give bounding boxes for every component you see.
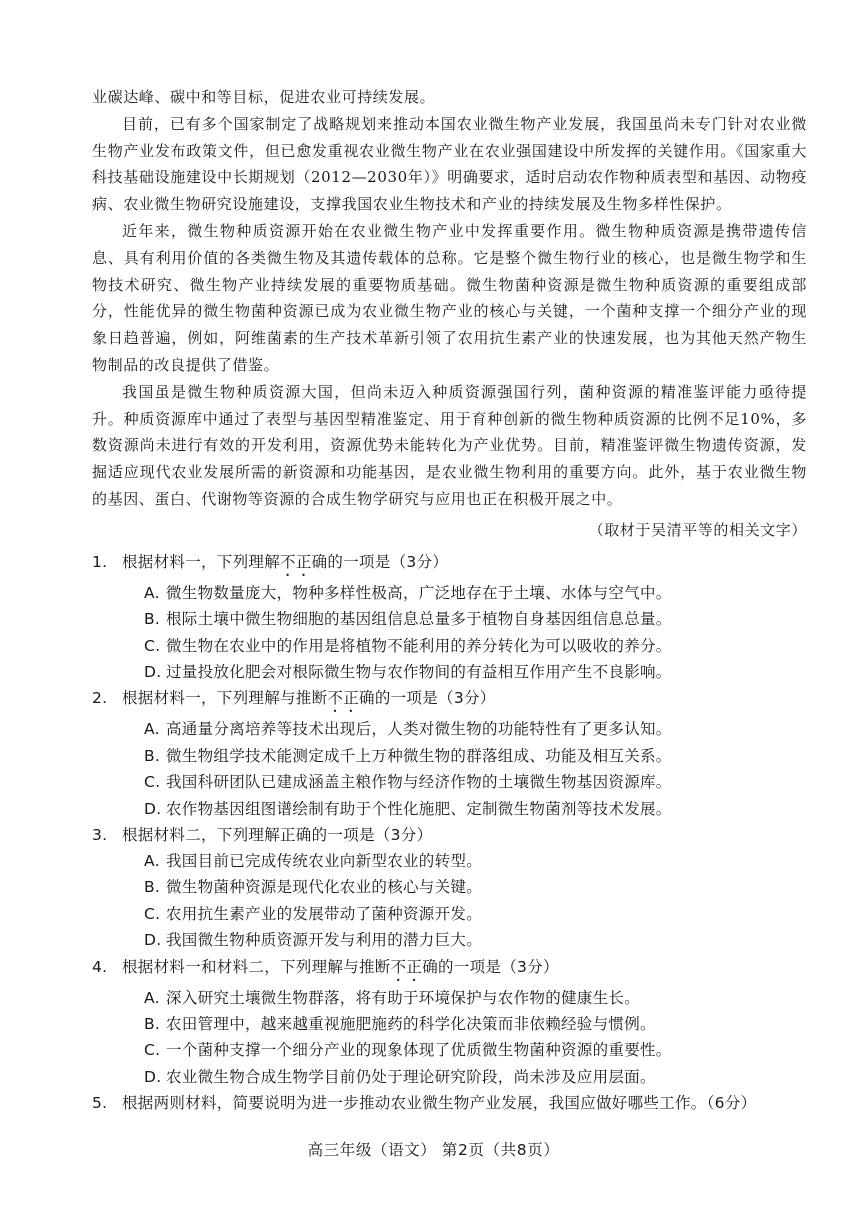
option-d: D. 我国微生物种质资源开发与利用的潜力巨大。 <box>144 931 483 950</box>
option-a: A. 深入研究土壤微生物群落，将有助于环境保护与农作物的健康生长。 <box>144 988 641 1007</box>
passage-paragraph-3: 我国虽是微生物种质资源大国，但尚未迈入种质资源强国行列，菌种资源的精准鉴评能力亟待提升。种质资源库中通过了表型与基因型精准鉴定、用于育种创新的微生物种质资源的比例不足10%，多数资源尚未进行有效的开发利用，资源优势未能转化为产业优势。目前，精准鉴评微生物遗传资源，发掘适应现代农业发展所需的新资源和功能基因，是农业微生物利用的重要方向。此外，基于农业微生物的基因、蛋白、代谢物等资源的合成生物学研究与应用也正在积极开展之中。 <box>92 382 807 508</box>
question-stem: 根据材料一和材料二，下列理解与推断不正确的一项是（3分） <box>122 957 559 976</box>
question-stem: 根据材料一，下列理解不正确的一项是（3分） <box>122 552 449 571</box>
option-a: A. 微生物数量庞大，物种多样性极高，广泛地存在于土壤、水体与空气中。 <box>144 583 672 602</box>
question-stem: 根据材料一，下列理解与推断不正确的一项是（3分） <box>122 689 496 708</box>
page-footer: 高三年级（语文） 第2页（共8页） <box>307 1141 560 1159</box>
question-number: 2. <box>92 689 108 708</box>
question-number: 1. <box>92 552 108 571</box>
option-d: D. 过量投放化肥会对根际微生物与农作物间的有益相互作用产生不良影响。 <box>144 662 672 681</box>
question-4 <box>92 954 807 1091</box>
question-number: 4. <box>92 957 108 976</box>
option-a: A. 高通量分离培养等技术出现后，人类对微生物的功能特性有了更多认知。 <box>144 720 672 739</box>
option-b: B. 根际土壤中微生物细胞的基因组信息总量多于植物自身基因组信息总量。 <box>144 610 672 629</box>
option-c: C. 微生物在农业中的作用是将植物不能利用的养分转化为可以吸收的养分。 <box>144 636 672 655</box>
passage-paragraph-2: 近年来，微生物种质资源开始在农业微生物产业中发挥重要作用。微生物种质资源是携带遗传信息、具有利用价值的各类微生物及其遗传载体的总称。它是整个微生物行业的核心，也是微生物学和生物技术研究、微生物产业持续发展的重要物质基础。微生物菌种资源是微生物种质资源的重要组成部分，性能优异的微生物菌种资源已成为农业微生物产业的核心与关键，一个菌种支撑一个细分产业的现象日趋普遍，例如，阿维菌素的生产技术革新引领了农用抗生素产业的快速发展，也为其他天然产物生物制品的改良提供了借鉴。 <box>92 221 807 374</box>
option-c: C. 一个菌种支撑一个细分产业的现象体现了优质微生物菌种资源的重要性。 <box>144 1041 672 1060</box>
question-number: 5. <box>92 1094 108 1113</box>
question-2 <box>92 685 807 822</box>
question-number: 3. <box>92 826 108 844</box>
option-d: D. 农作物基因组图谱绘制有助于个性化施肥、定制微生物菌剂等技术发展。 <box>144 799 672 818</box>
question-list <box>92 549 807 1117</box>
option-b: B. 微生物组学技术能测定成千上万种微生物的群落组成、功能及相互关系。 <box>144 746 672 765</box>
question-3 <box>92 822 807 954</box>
passage-paragraph-0: 业碳达峰、碳中和等目标，促进农业可持续发展。 <box>92 88 436 106</box>
option-b: B. 农田管理中，越来越重视施肥施药的科学化决策而非依赖经验与惯例。 <box>144 1015 656 1034</box>
question-stem: 根据两则材料，简要说明为进一步推动农业微生物产业发展，我国应做好哪些工作。（6分） <box>122 1094 757 1113</box>
option-c: C. 农用抗生素产业的发展带动了菌种资源开发。 <box>144 904 483 923</box>
question-stem: 根据材料二，下列理解正确的一项是（3分） <box>122 826 433 844</box>
option-a: A. 我国目前已完成传统农业向新型农业的转型。 <box>144 852 483 870</box>
question-5 <box>92 1090 807 1116</box>
option-b: B. 微生物菌种资源是现代化农业的核心与关键。 <box>144 878 483 897</box>
option-c: C. 我国科研团队已建成涵盖主粮作物与经济作物的土壤微生物基因资源库。 <box>144 773 672 792</box>
option-d: D. 农业微生物合成生物学目前仍处于理论研究阶段，尚未涉及应用层面。 <box>144 1067 656 1086</box>
question-1 <box>92 549 807 686</box>
passage-source: （取材于吴清平等的相关文字） <box>588 520 807 539</box>
passage-paragraph-1: 目前，已有多个国家制定了战略规划来推动本国农业微生物产业发展，我国虽尚未专门针对农业微生物产业发布政策文件，但已愈发重视农业微生物产业在农业强国建设中所发挥的关键作用。《国家重大科技基础设施建设中长期规划（2012—2030年）》明确要求，适时启动农作物种质表型和基因、动物疫病、农业微生物研究设施建设，支撑我国农业生物技术和产业的持续发展及生物多样性保护。 <box>92 114 807 214</box>
